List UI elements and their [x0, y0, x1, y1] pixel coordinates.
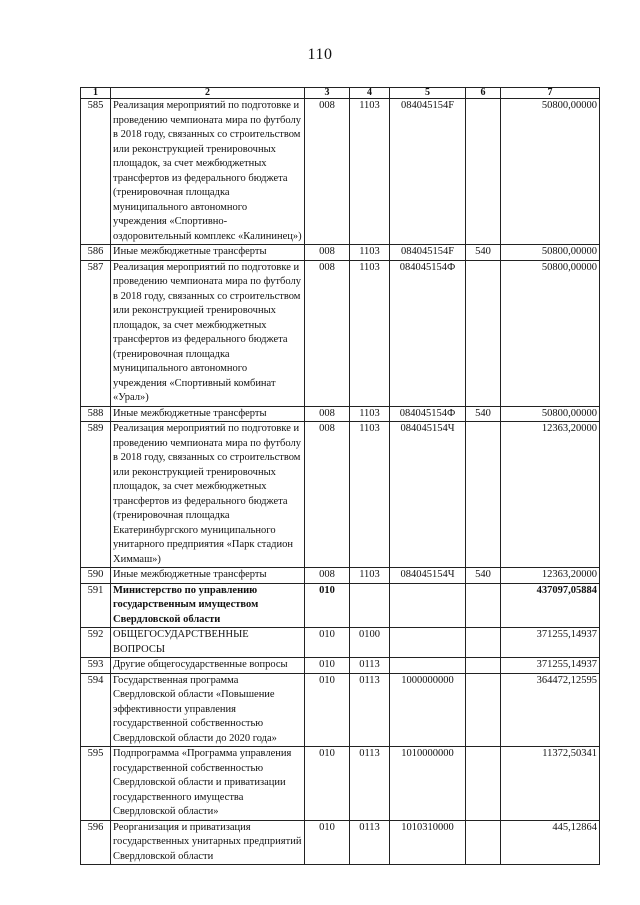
- amount-value: 50800,00000: [501, 245, 600, 261]
- row-number: 594: [81, 673, 111, 747]
- header-row: [81, 88, 600, 99]
- row-number: 585: [81, 99, 111, 245]
- expense-type-code: [466, 747, 501, 821]
- section-code: 1103: [350, 406, 390, 422]
- amount-value: 50800,00000: [501, 260, 600, 406]
- amount-value: 12363,20000: [501, 568, 600, 584]
- section-code: 0113: [350, 658, 390, 674]
- expense-type-code: [466, 422, 501, 568]
- page-number: 110: [307, 46, 333, 63]
- amount-value: 371255,14937: [501, 628, 600, 658]
- row-name: Иные межбюджетные трансферты: [111, 568, 305, 584]
- table-body: [81, 99, 600, 865]
- target-article-code: 084045154Ф: [390, 406, 466, 422]
- ministry-code: 010: [305, 628, 350, 658]
- ministry-code: 008: [305, 422, 350, 568]
- target-article-code: 084045154Ч: [390, 568, 466, 584]
- amount-value: 11372,50341: [501, 747, 600, 821]
- header-col-7: 7: [501, 88, 600, 99]
- section-code: 1103: [350, 245, 390, 261]
- section-code: 0113: [350, 747, 390, 821]
- row-name: Другие общегосударственные вопросы: [111, 658, 305, 674]
- target-article-code: 084045154F: [390, 245, 466, 261]
- expense-type-code: [466, 820, 501, 865]
- row-number: 586: [81, 245, 111, 261]
- table-row: [81, 260, 600, 406]
- section-code: [350, 583, 390, 628]
- target-article-code: 084045154F: [390, 99, 466, 245]
- row-number: 590: [81, 568, 111, 584]
- table-row: [81, 99, 600, 245]
- header-col-4: 4: [350, 88, 390, 99]
- row-name: Министерство по управлению государственным имуществом Свердловской области: [111, 583, 305, 628]
- expense-type-code: 540: [466, 568, 501, 584]
- target-article-code: 1010000000: [390, 747, 466, 821]
- row-name: ОБЩЕГОСУДАРСТВЕННЫЕ ВОПРОСЫ: [111, 628, 305, 658]
- ministry-code: 010: [305, 820, 350, 865]
- ministry-code: 010: [305, 583, 350, 628]
- table-row: [81, 628, 600, 658]
- row-number: 596: [81, 820, 111, 865]
- header-col-1: 1: [81, 88, 111, 99]
- table-row: [81, 658, 600, 674]
- row-number: 593: [81, 658, 111, 674]
- ministry-code: 010: [305, 658, 350, 674]
- row-name: Государственная программа Свердловской области «Повышение эффективности управления государственной собственностью Свердловской области до 2020 года»: [111, 673, 305, 747]
- amount-value: 12363,20000: [501, 422, 600, 568]
- target-article-code: 084045154Ф: [390, 260, 466, 406]
- ministry-code: 008: [305, 406, 350, 422]
- table-row: [81, 820, 600, 865]
- row-number: 588: [81, 406, 111, 422]
- section-code: 1103: [350, 568, 390, 584]
- amount-value: 50800,00000: [501, 406, 600, 422]
- target-article-code: 1000000000: [390, 673, 466, 747]
- row-name: Реализация мероприятий по подготовке и проведению чемпионата мира по футболу в 2018 году, связанных со строительством или реконструкцией тренировочных площадок, за счет межбюджетных трансфертов из федерального бюджета (тренировочная площадка Екатеринбургского муниципального унитарного предприятия «Парк стадион Химмаш»): [111, 422, 305, 568]
- row-number: 589: [81, 422, 111, 568]
- row-number: 587: [81, 260, 111, 406]
- amount-value: 371255,14937: [501, 658, 600, 674]
- expense-type-code: [466, 628, 501, 658]
- table-row: [81, 673, 600, 747]
- expense-type-code: [466, 99, 501, 245]
- row-number: 595: [81, 747, 111, 821]
- row-number: 592: [81, 628, 111, 658]
- row-number: 591: [81, 583, 111, 628]
- expense-type-code: [466, 673, 501, 747]
- ministry-code: 008: [305, 245, 350, 261]
- ministry-code: 010: [305, 747, 350, 821]
- header-col-6: 6: [466, 88, 501, 99]
- table-row: [81, 245, 600, 261]
- expense-type-code: [466, 658, 501, 674]
- section-code: 0113: [350, 673, 390, 747]
- expense-type-code: [466, 583, 501, 628]
- header-col-5: 5: [390, 88, 466, 99]
- row-name: Иные межбюджетные трансферты: [111, 406, 305, 422]
- ministry-code: 008: [305, 260, 350, 406]
- section-code: 1103: [350, 422, 390, 568]
- row-name: Иные межбюджетные трансферты: [111, 245, 305, 261]
- amount-value: 364472,12595: [501, 673, 600, 747]
- expense-type-code: 540: [466, 245, 501, 261]
- amount-value: 50800,00000: [501, 99, 600, 245]
- section-code: 0113: [350, 820, 390, 865]
- target-article-code: [390, 628, 466, 658]
- target-article-code: 084045154Ч: [390, 422, 466, 568]
- table-row: [81, 583, 600, 628]
- row-name: Реализация мероприятий по подготовке и проведению чемпионата мира по футболу в 2018 году, связанных со строительством или реконструкцией тренировочных площадок, за счет межбюджетных трансфертов из федерального бюджета (тренировочная площадка муниципального автономного учреждения «Спортивно-оздоровительный комплекс «Калининец»): [111, 99, 305, 245]
- row-name: Реорганизация и приватизация государственных унитарных предприятий Свердловской области: [111, 820, 305, 865]
- table-row: [81, 747, 600, 821]
- expense-type-code: 540: [466, 406, 501, 422]
- ministry-code: 008: [305, 568, 350, 584]
- section-code: 1103: [350, 260, 390, 406]
- section-code: 1103: [350, 99, 390, 245]
- target-article-code: [390, 583, 466, 628]
- ministry-code: 008: [305, 99, 350, 245]
- header-col-3: 3: [305, 88, 350, 99]
- target-article-code: 1010310000: [390, 820, 466, 865]
- budget-table: [80, 87, 600, 865]
- amount-value: 445,12864: [501, 820, 600, 865]
- ministry-code: 010: [305, 673, 350, 747]
- table-row: [81, 406, 600, 422]
- target-article-code: [390, 658, 466, 674]
- header-col-2: 2: [111, 88, 305, 99]
- expense-type-code: [466, 260, 501, 406]
- table-row: [81, 568, 600, 584]
- row-name: Подпрограмма «Программа управления государственной собственностью Свердловской области и приватизации государственного имущества Свердловской области»: [111, 747, 305, 821]
- row-name: Реализация мероприятий по подготовке и проведению чемпионата мира по футболу в 2018 году, связанных со строительством или реконструкцией тренировочных площадок, за счет межбюджетных трансфертов из федерального бюджета (тренировочная площадка муниципального автономного учреждения «Спортивный комбинат «Урал»): [111, 260, 305, 406]
- amount-value: 437097,05884: [501, 583, 600, 628]
- table-row: [81, 422, 600, 568]
- section-code: 0100: [350, 628, 390, 658]
